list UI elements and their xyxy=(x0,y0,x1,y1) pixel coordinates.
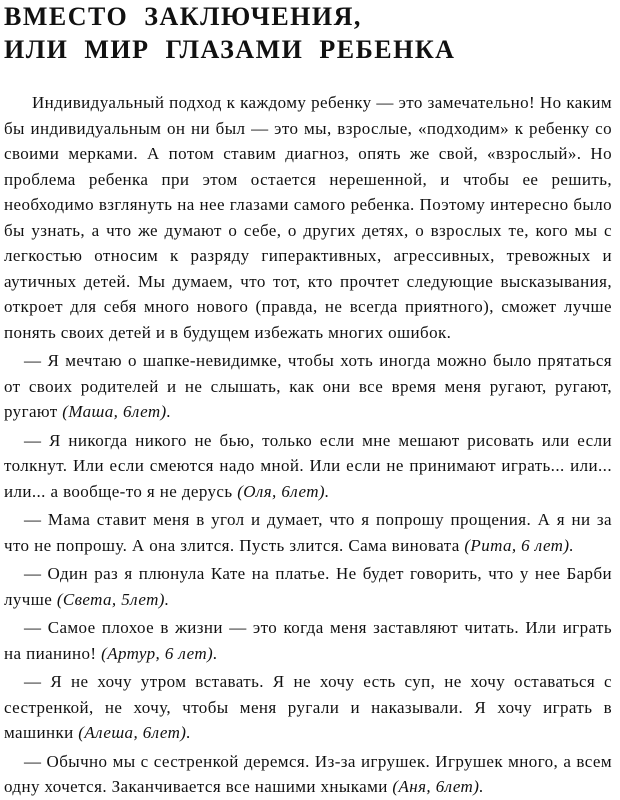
quote-paragraph xyxy=(4,615,612,666)
quote-attribution: (Оля, 6лет). xyxy=(237,481,330,501)
quote-paragraph xyxy=(4,348,612,425)
quote-text: — Мама ставит меня в угол и думает, что я попрошу прощения. А я ни за что не попрошу. А она злится. Пусть злится. Сама виновата xyxy=(4,510,612,555)
quote-paragraph xyxy=(4,749,612,800)
chapter-body xyxy=(4,90,612,800)
quote-text: — Я мечтаю о шапке-невидимке, чтобы хоть иногда можно было прятаться от своих родителей и не слышать, как они все время меня ругают, ругают, ругают xyxy=(4,351,612,421)
quote-paragraph xyxy=(4,428,612,505)
quote-attribution: (Света, 5лет). xyxy=(56,589,170,609)
quote-paragraph xyxy=(4,507,612,558)
quote-attribution: (Маша, 6лет). xyxy=(62,402,172,421)
quote-text: — Я никогда никого не бью, только если мне мешают рисовать или если толкнут. Или если смеются надо мной. Или если не принимают играть... или... или... а вообще-то я не дерусь xyxy=(4,430,612,501)
quote-attribution: (Аня, 6лет). xyxy=(392,777,484,796)
quote-text: — Я не хочу утром вставать. Я не хочу есть суп, не хочу оставаться с сестренкой, не хочу, чтобы меня ругали и наказывали. Я хочу играть в машинки xyxy=(4,672,612,742)
quote-text: — Самое плохое в жизни — это когда меня заставляют читать. Или играть на пианино! xyxy=(4,618,612,663)
chapter-title-line-2: ИЛИ МИР ГЛАЗАМИ РЕБЕНКА xyxy=(4,35,456,64)
quote-text: — Обычно мы с сестренкой деремся. Из-за игрушек. Игрушек много, а всем одну хочется. Заканчивается все нашими хныками xyxy=(4,751,612,796)
quote-attribution: (Артур, 6 лет). xyxy=(101,643,218,663)
quote-attribution: (Алеша, 6лет). xyxy=(78,723,192,742)
intro-paragraph: Индивидуальный подход к каждому ребенку — это замечательно! Но каким бы индивидуальным он ни был — это мы, взрослые, «подходим» к ребенку со своими мерками. А потом ставим диагноз, опять же свой, «взрослый». Но проблема ребенка при этом остается нерешенной, и чтобы ее решить, необходимо взглянуть на нее глазами самого ребенка. Поэтому интересно было бы узнать, а что же думают о себе, о других детях, о взрослых те, кого мы с легкостью относим к разряду гиперактивных, агрессивных, тревожных и аутичных детей. Мы думаем, что тот, кто прочтет следующие высказывания, откроет для себя много нового (правда, не всегда приятного), сможет лучше понять своих детей и в будущем избежать многих ошибок. xyxy=(4,93,612,342)
quote-text: — Один раз я плюнула Кате на платье. Не будет говорить, что у нее Барби лучше xyxy=(4,564,612,609)
chapter-title-line-1: ВМЕСТО ЗАКЛЮЧЕНИЯ, xyxy=(4,2,362,31)
quote-attribution: (Рита, 6 лет). xyxy=(464,535,575,555)
quote-paragraph xyxy=(4,561,612,612)
quote-paragraph xyxy=(4,669,612,746)
chapter-title xyxy=(4,0,604,66)
